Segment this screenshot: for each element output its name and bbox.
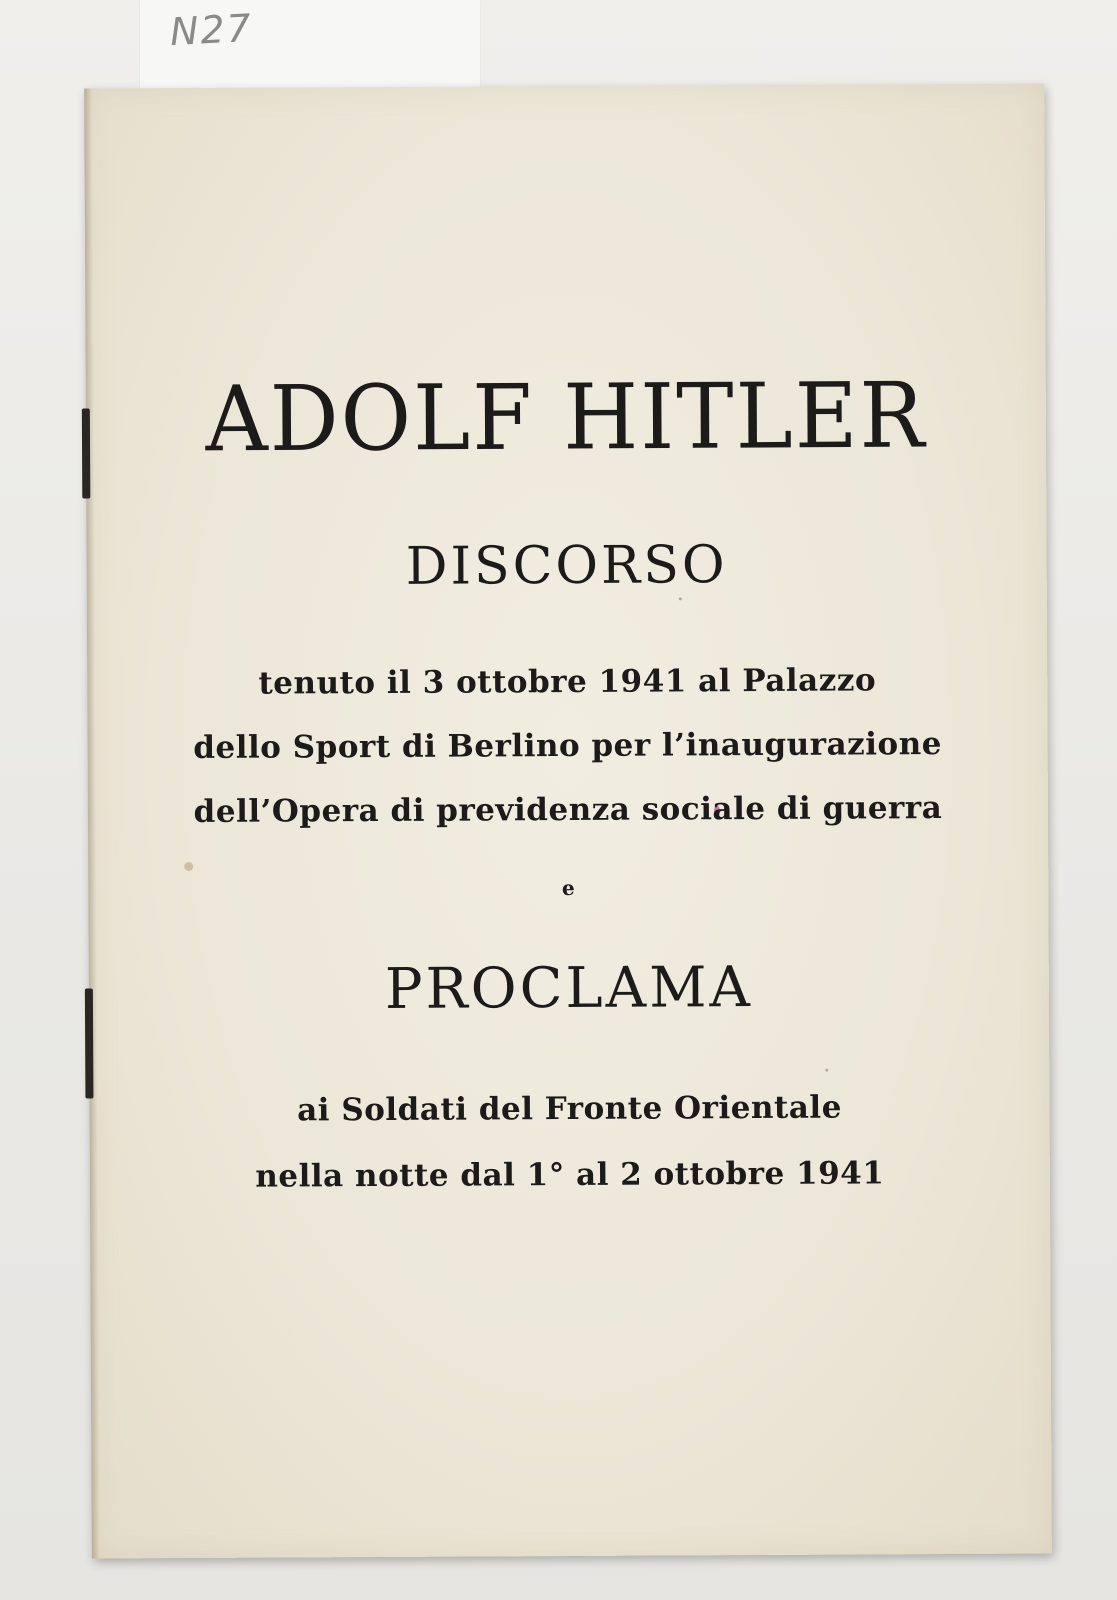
cover-subtitle [89,1073,1050,1210]
booklet-cover [84,83,1052,1558]
cover-conjunction: e [561,875,575,901]
description-line: dello Sport di Berlino per l’inaugurazione [193,726,943,766]
subtitle-line: nella notte dal 1° al 2 ottobre 1941 [255,1155,885,1195]
description-line: dell’Opera di previdenza sociale di guerra [193,790,943,830]
cover-description [87,647,1048,844]
paper-speck [679,597,682,600]
paper-speck [825,1069,828,1072]
subtitle-line: ai Soldati del Fronte Orientale [297,1089,842,1129]
inventory-label-text: N27 [168,5,254,55]
paper-speck [184,862,193,871]
cover-title-proclama: PROCLAMA [384,955,754,1022]
cover-author: ADOLF HITLER [205,363,927,473]
cover-title-discorso: DISCORSO [405,535,728,597]
description-line: tenuto il 3 ottobre 1941 al Palazzo [258,662,877,702]
